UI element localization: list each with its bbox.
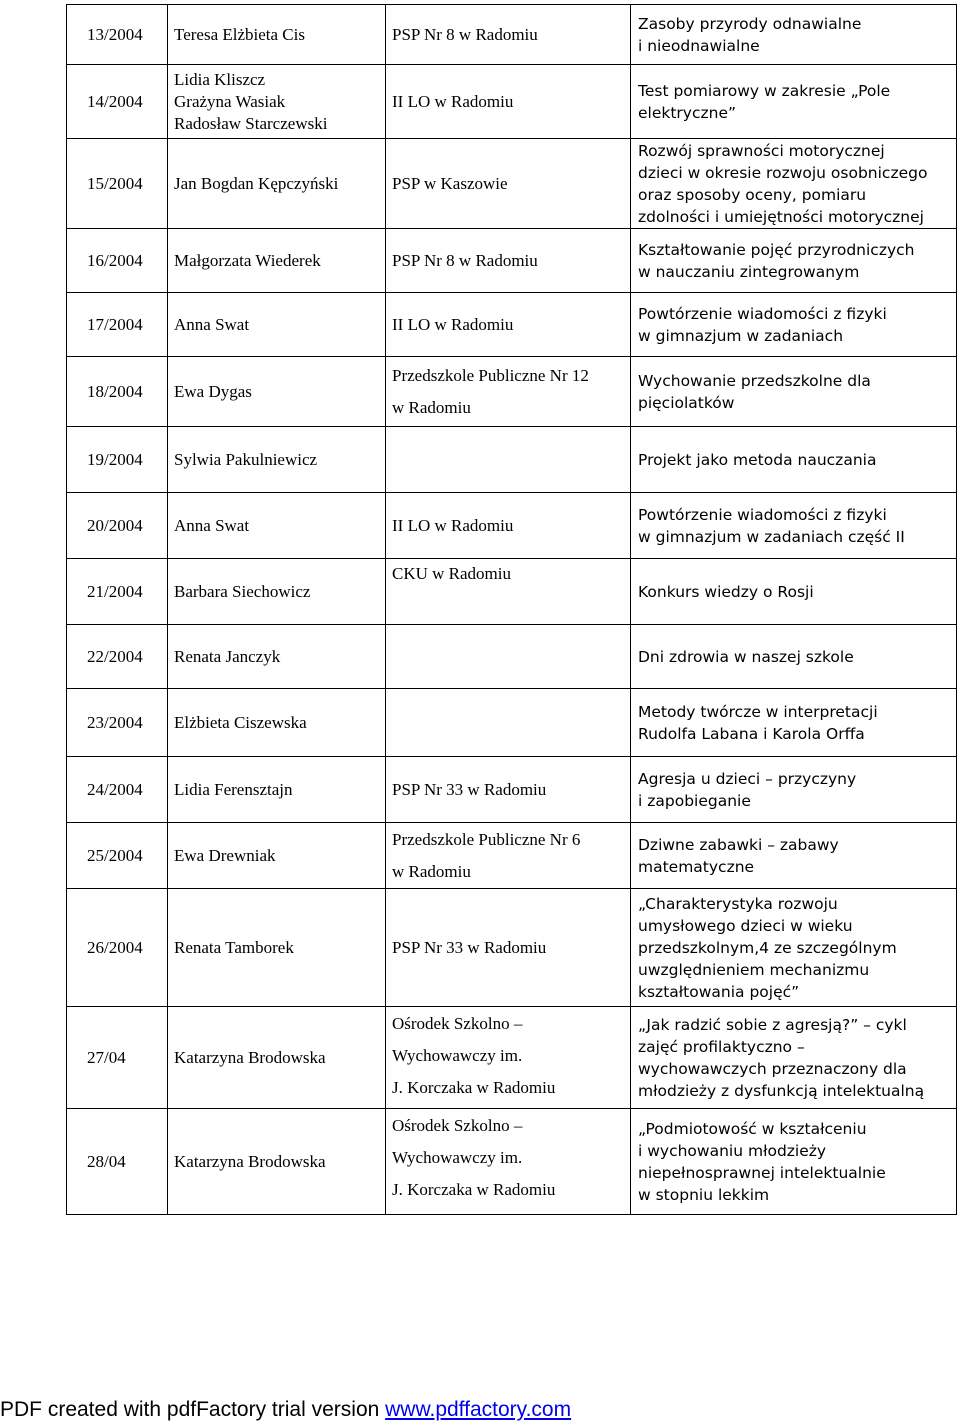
cell-topic: [631, 625, 957, 689]
cell-institution: [386, 757, 631, 823]
cell-topic: [631, 689, 957, 757]
cell-topic-line: oraz sposoby oceny, pomiaru: [638, 185, 867, 204]
cell-author-line: Ewa Drewniak: [174, 845, 276, 865]
cell-topic-line: Konkurs wiedzy o Rosji: [638, 582, 814, 601]
cell-number: 13/2004: [67, 5, 168, 65]
table-row: [67, 65, 957, 139]
cell-institution: [386, 293, 631, 357]
cell-author-line: Elżbieta Ciszewska: [174, 712, 307, 732]
table-row: [67, 357, 957, 427]
cell-institution: [386, 823, 631, 889]
cell-author: [168, 823, 386, 889]
cell-number: 19/2004: [67, 427, 168, 493]
cell-author-line: Ewa Dygas: [174, 381, 252, 401]
cell-number: 23/2004: [67, 689, 168, 757]
cell-institution-line: Przedszkole Publiczne Nr 6: [392, 829, 581, 849]
cell-author: [168, 139, 386, 229]
cell-number: 28/04: [67, 1109, 168, 1215]
cell-author: [168, 229, 386, 293]
cell-author-line: Teresa Elżbieta Cis: [174, 24, 305, 44]
cell-author: [168, 559, 386, 625]
cell-topic-line: Wychowanie przedszkolne dla: [638, 371, 871, 390]
cell-author-line: Anna Swat: [174, 515, 250, 535]
cell-topic-line: umysłowego dzieci w wieku: [638, 916, 853, 935]
cell-author: [168, 357, 386, 427]
cell-topic: [631, 139, 957, 229]
table-row: [67, 823, 957, 889]
cell-topic-line: pięciolatków: [638, 393, 735, 412]
cell-institution: [386, 559, 631, 625]
cell-institution: [386, 689, 631, 757]
cell-topic-line: Dziwne zabawki – zabawy: [638, 835, 839, 854]
cell-institution: [386, 5, 631, 65]
cell-institution-line: II LO w Radomiu: [392, 515, 514, 535]
table-row: [67, 1109, 957, 1215]
cell-number: 21/2004: [67, 559, 168, 625]
cell-topic-line: Agresja u dzieci – przyczyny: [638, 769, 857, 788]
cell-number: 17/2004: [67, 293, 168, 357]
cell-topic-line: Test pomiarowy w zakresie „Pole: [638, 81, 891, 100]
cell-institution-line: w Radomiu: [392, 397, 471, 417]
cell-institution: [386, 139, 631, 229]
cell-author: [168, 757, 386, 823]
cell-topic-line: i zapobieganie: [638, 791, 751, 810]
cell-institution-line: CKU w Radomiu: [392, 564, 511, 583]
cell-institution-line: PSP w Kaszowie: [392, 173, 508, 193]
table-row: [67, 493, 957, 559]
cell-author: [168, 1007, 386, 1109]
cell-topic: [631, 229, 957, 293]
table-row: [67, 229, 957, 293]
cell-number: 14/2004: [67, 65, 168, 139]
cell-author: [168, 65, 386, 139]
registry-table: [66, 4, 957, 1215]
cell-author: [168, 625, 386, 689]
cell-author-line: Lidia Kliszcz: [174, 69, 266, 89]
cell-institution-line: Przedszkole Publiczne Nr 12: [392, 365, 589, 385]
cell-author-line: Grażyna Wasiak: [174, 91, 286, 111]
cell-topic-line: matematyczne: [638, 857, 755, 876]
registry-table-body: [67, 5, 957, 1215]
cell-topic: [631, 5, 957, 65]
cell-institution-line: II LO w Radomiu: [392, 91, 514, 111]
cell-number: 26/2004: [67, 889, 168, 1007]
cell-topic-line: w gimnazjum w zadaniach: [638, 326, 844, 345]
cell-institution-line: J. Korczaka w Radomiu: [392, 1078, 556, 1097]
cell-institution: [386, 625, 631, 689]
table-row: [67, 689, 957, 757]
cell-author-line: Katarzyna Brodowska: [174, 1151, 326, 1171]
cell-topic-line: elektryczne”: [638, 103, 737, 122]
cell-topic-line: zdolności i umiejętności motorycznej: [638, 207, 924, 226]
table-row: [67, 1007, 957, 1109]
table-row: [67, 427, 957, 493]
cell-author: [168, 889, 386, 1007]
cell-topic: [631, 427, 957, 493]
cell-topic-line: Metody twórcze w interpretacji: [638, 702, 878, 721]
cell-author: [168, 1109, 386, 1215]
cell-author-line: Renata Tamborek: [174, 937, 294, 957]
cell-topic-line: wychowawczych przeznaczony dla: [638, 1059, 907, 1078]
cell-topic-line: „Podmiotowość w kształceniu: [638, 1119, 867, 1138]
cell-author-line: Jan Bogdan Kępczyński: [174, 173, 339, 193]
table-row: [67, 559, 957, 625]
cell-topic: [631, 65, 957, 139]
cell-topic-line: Rozwój sprawności motorycznej: [638, 141, 885, 160]
table-row: [67, 625, 957, 689]
cell-topic-line: dzieci w okresie rozwoju osobniczego: [638, 163, 928, 182]
cell-topic-line: Zasoby przyrody odnawialne: [638, 14, 862, 33]
cell-author: [168, 5, 386, 65]
cell-number: 22/2004: [67, 625, 168, 689]
table-row: [67, 889, 957, 1007]
cell-institution-line: PSP Nr 33 w Radomiu: [392, 779, 547, 799]
cell-institution-line: J. Korczaka w Radomiu: [392, 1180, 556, 1199]
cell-number: 16/2004: [67, 229, 168, 293]
cell-topic: [631, 1109, 957, 1215]
footer-text: PDF created with pdfFactory trial version: [0, 1398, 386, 1421]
cell-author-line: Małgorzata Wiederek: [174, 250, 321, 270]
cell-author-line: Katarzyna Brodowska: [174, 1047, 326, 1067]
cell-author-line: Anna Swat: [174, 314, 250, 334]
cell-number: 24/2004: [67, 757, 168, 823]
footer-link[interactable]: www.pdffactory.com: [385, 1398, 572, 1421]
cell-topic-line: uwzględnieniem mechanizmu: [638, 960, 870, 979]
cell-topic-line: młodzieży z dysfunkcją intelektualną: [638, 1081, 925, 1100]
cell-topic-line: Projekt jako metoda nauczania: [638, 450, 877, 469]
cell-author: [168, 293, 386, 357]
cell-number: 20/2004: [67, 493, 168, 559]
cell-institution-line: Ośrodek Szkolno –: [392, 1014, 523, 1033]
cell-author-line: Barbara Siechowicz: [174, 581, 311, 601]
cell-topic: [631, 757, 957, 823]
cell-topic-line: Powtórzenie wiadomości z fizyki: [638, 505, 887, 524]
cell-topic: [631, 293, 957, 357]
cell-topic-line: i wychowaniu młodzieży: [638, 1141, 827, 1160]
cell-topic-line: „Charakterystyka rozwoju: [638, 894, 838, 913]
table-row: [67, 5, 957, 65]
cell-topic: [631, 1007, 957, 1109]
cell-topic-line: w nauczaniu zintegrowanym: [638, 262, 860, 281]
cell-institution: [386, 229, 631, 293]
cell-author-line: Lidia Ferensztajn: [174, 779, 293, 799]
cell-author: [168, 689, 386, 757]
cell-topic-line: przedszkolnym,4 ze szczególnym: [638, 938, 897, 957]
cell-institution-line: II LO w Radomiu: [392, 314, 514, 334]
cell-number: 18/2004: [67, 357, 168, 427]
cell-institution: [386, 1109, 631, 1215]
cell-institution-line: Wychowawczy im.: [392, 1148, 523, 1167]
cell-institution: [386, 1007, 631, 1109]
cell-topic-line: zajęć profilaktyczno –: [638, 1037, 805, 1056]
cell-author: [168, 427, 386, 493]
cell-author-line: Renata Janczyk: [174, 646, 281, 666]
cell-topic-line: Dni zdrowia w naszej szkole: [638, 647, 854, 666]
cell-topic: [631, 357, 957, 427]
cell-topic-line: Rudolfa Labana i Karola Orffa: [638, 724, 865, 743]
cell-number: 27/04: [67, 1007, 168, 1109]
cell-topic-line: w stopniu lekkim: [638, 1185, 770, 1204]
cell-institution: [386, 65, 631, 139]
cell-number: 15/2004: [67, 139, 168, 229]
cell-topic-line: w gimnazjum w zadaniach część II: [638, 527, 905, 546]
cell-topic-line: niepełnosprawnej intelektualnie: [638, 1163, 886, 1182]
cell-number: 25/2004: [67, 823, 168, 889]
cell-institution-line: PSP Nr 8 w Radomiu: [392, 250, 538, 270]
cell-author-line: Sylwia Pakulniewicz: [174, 449, 318, 469]
cell-institution: [386, 889, 631, 1007]
cell-institution-line: Wychowawczy im.: [392, 1046, 523, 1065]
cell-author: [168, 493, 386, 559]
cell-institution: [386, 427, 631, 493]
pdf-footer: [0, 1398, 960, 1422]
table-row: [67, 293, 957, 357]
cell-author-line: Radosław Starczewski: [174, 113, 328, 133]
table-row: [67, 757, 957, 823]
cell-topic: [631, 559, 957, 625]
cell-institution: [386, 357, 631, 427]
table-row: [67, 139, 957, 229]
cell-institution-line: PSP Nr 33 w Radomiu: [392, 937, 547, 957]
cell-topic-line: kształtowania pojęć”: [638, 982, 800, 1001]
cell-topic-line: Kształtowanie pojęć przyrodniczych: [638, 240, 915, 259]
cell-topic: [631, 493, 957, 559]
cell-institution: [386, 493, 631, 559]
cell-institution-line: w Radomiu: [392, 861, 471, 881]
cell-topic-line: i nieodnawialne: [638, 36, 760, 55]
cell-topic-line: Powtórzenie wiadomości z fizyki: [638, 304, 887, 323]
cell-topic-line: „Jak radzić sobie z agresją?” – cykl: [638, 1015, 907, 1034]
cell-institution-line: PSP Nr 8 w Radomiu: [392, 24, 538, 44]
cell-topic: [631, 823, 957, 889]
cell-topic: [631, 889, 957, 1007]
cell-institution-line: Ośrodek Szkolno –: [392, 1116, 523, 1135]
